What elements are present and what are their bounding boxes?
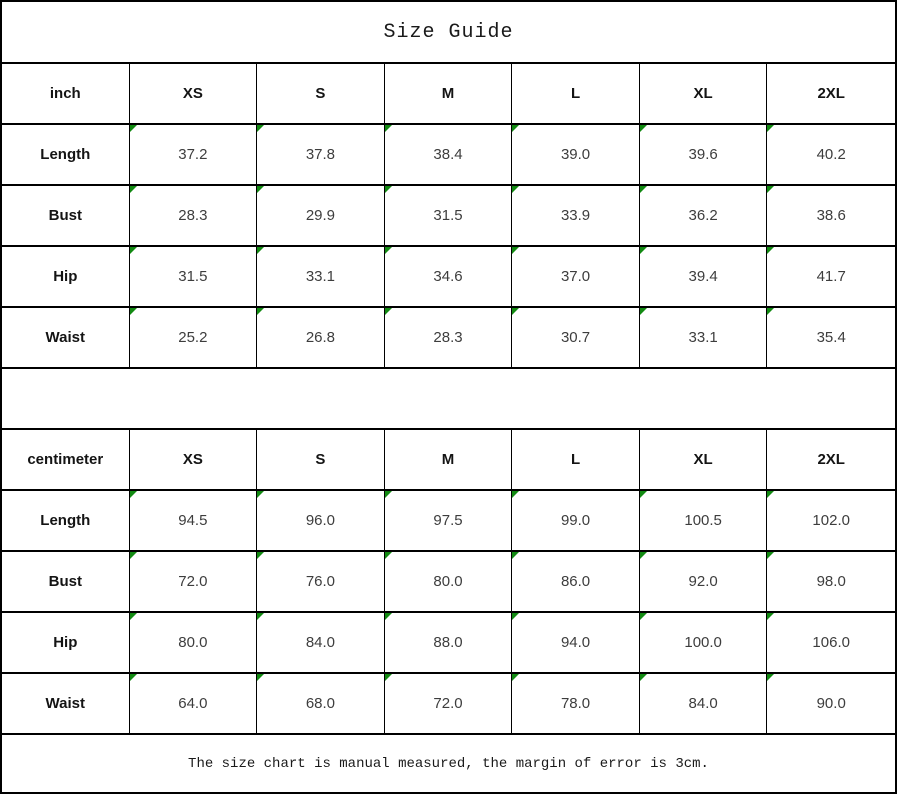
- cell-text: L: [570, 85, 581, 102]
- flag-triangle-icon: [130, 186, 137, 193]
- size-value-cell: [130, 552, 258, 613]
- size-value-cell: [767, 552, 895, 613]
- cell-text: XL: [693, 451, 713, 468]
- flag-triangle-icon: [385, 125, 392, 132]
- flag-triangle-icon: [640, 613, 647, 620]
- size-header-cell: [512, 64, 640, 125]
- size-header-cell: [257, 64, 385, 125]
- size-value-cell: [130, 125, 258, 186]
- cell-text: M: [441, 451, 455, 468]
- cell-text: 92.0: [688, 573, 718, 590]
- cell-text: 100.0: [684, 634, 722, 651]
- flag-triangle-icon: [385, 552, 392, 559]
- cell-text: 96.0: [305, 512, 336, 529]
- cell-text: S: [315, 85, 326, 102]
- size-value-cell: [257, 491, 385, 552]
- size-value-cell: [130, 491, 258, 552]
- size-value-cell: [512, 308, 640, 369]
- cell-text: 88.0: [433, 634, 463, 651]
- cell-text: 80.0: [433, 573, 463, 590]
- size-value-cell: [640, 247, 768, 308]
- cell-text: 72.0: [433, 695, 463, 712]
- cell-text: Bust: [48, 573, 82, 590]
- size-value-cell: [512, 491, 640, 552]
- size-value-cell: [512, 186, 640, 247]
- flag-triangle-icon: [767, 491, 774, 498]
- size-header-cell: [130, 430, 258, 491]
- cell-text: 33.9: [560, 207, 591, 224]
- flag-triangle-icon: [767, 552, 774, 559]
- cell-text: L: [570, 451, 581, 468]
- cell-text: 84.0: [305, 634, 336, 651]
- size-value-cell: [512, 674, 640, 735]
- size-value-cell: [257, 552, 385, 613]
- cell-text: inch: [49, 85, 81, 102]
- cell-text: 39.0: [560, 146, 591, 163]
- flag-triangle-icon: [767, 247, 774, 254]
- cell-text: 2XL: [817, 85, 845, 102]
- cell-text: 78.0: [560, 695, 591, 712]
- row-label-cell: [2, 125, 130, 186]
- cell-text: 98.0: [816, 573, 846, 590]
- flag-triangle-icon: [640, 125, 647, 132]
- row-label-cell: [2, 247, 130, 308]
- cell-text: 34.6: [433, 268, 463, 285]
- flag-triangle-icon: [130, 247, 137, 254]
- size-value-cell: [767, 125, 895, 186]
- cell-text: 31.5: [178, 268, 208, 285]
- cell-text: 97.5: [433, 512, 463, 529]
- cell-text: 40.2: [816, 146, 846, 163]
- flag-triangle-icon: [512, 186, 519, 193]
- flag-triangle-icon: [130, 308, 137, 315]
- cell-text: 90.0: [816, 695, 846, 712]
- cell-text: 33.1: [688, 329, 718, 346]
- size-value-cell: [640, 491, 768, 552]
- flag-triangle-icon: [767, 125, 774, 132]
- size-value-cell: [767, 613, 895, 674]
- flag-triangle-icon: [385, 491, 392, 498]
- cell-text: 39.4: [688, 268, 718, 285]
- cell-text: 94.5: [178, 512, 208, 529]
- cell-text: XS: [182, 85, 203, 102]
- footer-note: The size chart is manual measured, the margin of error is 3cm.: [188, 755, 709, 772]
- flag-triangle-icon: [767, 308, 774, 315]
- flag-triangle-icon: [512, 552, 519, 559]
- flag-triangle-icon: [640, 308, 647, 315]
- size-header-cell: [385, 430, 513, 491]
- size-value-cell: [512, 247, 640, 308]
- cell-text: 37.2: [178, 146, 208, 163]
- size-value-cell: [130, 186, 258, 247]
- cell-text: 99.0: [560, 512, 591, 529]
- cell-text: 102.0: [812, 512, 850, 529]
- cell-text: 31.5: [433, 207, 463, 224]
- centimeter-size-table: [2, 430, 895, 735]
- cell-text: Waist: [45, 329, 85, 346]
- cell-text: 26.8: [305, 329, 336, 346]
- size-value-cell: [257, 186, 385, 247]
- flag-triangle-icon: [640, 247, 647, 254]
- size-value-cell: [385, 247, 513, 308]
- row-label-cell: [2, 491, 130, 552]
- size-value-cell: [385, 491, 513, 552]
- size-value-cell: [640, 186, 768, 247]
- cell-text: 30.7: [560, 329, 591, 346]
- size-value-cell: [767, 247, 895, 308]
- flag-triangle-icon: [640, 674, 647, 681]
- flag-triangle-icon: [257, 247, 264, 254]
- flag-triangle-icon: [385, 613, 392, 620]
- cell-text: 28.3: [178, 207, 208, 224]
- size-value-cell: [640, 674, 768, 735]
- cell-text: Hip: [53, 634, 78, 651]
- cell-text: XS: [182, 451, 203, 468]
- size-value-cell: [257, 613, 385, 674]
- row-label-cell: [2, 308, 130, 369]
- flag-triangle-icon: [257, 491, 264, 498]
- size-header-cell: [767, 430, 895, 491]
- size-header-cell: [512, 430, 640, 491]
- flag-triangle-icon: [767, 674, 774, 681]
- cell-text: 35.4: [816, 329, 846, 346]
- cell-text: 72.0: [178, 573, 208, 590]
- row-label-cell: [2, 186, 130, 247]
- title-row: [2, 2, 895, 64]
- flag-triangle-icon: [257, 552, 264, 559]
- cell-text: 38.6: [816, 207, 846, 224]
- flag-triangle-icon: [512, 308, 519, 315]
- size-value-cell: [640, 552, 768, 613]
- page-title: Size Guide: [383, 20, 514, 44]
- cell-text: centimeter: [27, 451, 104, 468]
- cell-text: Bust: [48, 207, 82, 224]
- flag-triangle-icon: [512, 125, 519, 132]
- size-value-cell: [640, 125, 768, 186]
- size-header-cell: [767, 64, 895, 125]
- cell-text: Length: [40, 512, 91, 529]
- cell-text: 68.0: [305, 695, 336, 712]
- flag-triangle-icon: [512, 613, 519, 620]
- cell-text: XL: [693, 85, 713, 102]
- flag-triangle-icon: [130, 674, 137, 681]
- flag-triangle-icon: [640, 186, 647, 193]
- unit-header-cell: [2, 64, 130, 125]
- size-value-cell: [767, 308, 895, 369]
- flag-triangle-icon: [512, 674, 519, 681]
- row-label-cell: [2, 674, 130, 735]
- flag-triangle-icon: [257, 613, 264, 620]
- flag-triangle-icon: [257, 125, 264, 132]
- size-value-cell: [257, 125, 385, 186]
- size-header-cell: [257, 430, 385, 491]
- flag-triangle-icon: [130, 613, 137, 620]
- cell-text: 29.9: [305, 207, 336, 224]
- cell-text: 38.4: [433, 146, 463, 163]
- size-value-cell: [640, 613, 768, 674]
- size-value-cell: [767, 186, 895, 247]
- flag-triangle-icon: [385, 186, 392, 193]
- cell-text: 25.2: [178, 329, 208, 346]
- flag-triangle-icon: [385, 308, 392, 315]
- size-header-cell: [640, 430, 768, 491]
- table-separator: [2, 369, 895, 430]
- size-value-cell: [130, 247, 258, 308]
- size-header-cell: [130, 64, 258, 125]
- inch-size-table: [2, 64, 895, 369]
- row-label-cell: [2, 613, 130, 674]
- unit-header-cell: [2, 430, 130, 491]
- size-value-cell: [257, 674, 385, 735]
- cell-text: 84.0: [688, 695, 718, 712]
- cell-text: 37.0: [560, 268, 591, 285]
- size-value-cell: [385, 186, 513, 247]
- flag-triangle-icon: [257, 186, 264, 193]
- flag-triangle-icon: [767, 613, 774, 620]
- size-value-cell: [512, 552, 640, 613]
- size-value-cell: [385, 674, 513, 735]
- cell-text: 76.0: [305, 573, 336, 590]
- cell-text: 33.1: [305, 268, 336, 285]
- size-value-cell: [130, 674, 258, 735]
- flag-triangle-icon: [257, 308, 264, 315]
- cell-text: S: [315, 451, 326, 468]
- size-value-cell: [767, 674, 895, 735]
- cell-text: 94.0: [560, 634, 591, 651]
- size-value-cell: [257, 247, 385, 308]
- flag-triangle-icon: [130, 552, 137, 559]
- size-header-cell: [385, 64, 513, 125]
- cell-text: Length: [40, 146, 91, 163]
- flag-triangle-icon: [767, 186, 774, 193]
- size-value-cell: [512, 613, 640, 674]
- flag-triangle-icon: [385, 674, 392, 681]
- size-value-cell: [767, 491, 895, 552]
- flag-triangle-icon: [640, 552, 647, 559]
- cell-text: 2XL: [817, 451, 845, 468]
- size-value-cell: [385, 125, 513, 186]
- flag-triangle-icon: [130, 491, 137, 498]
- cell-text: 28.3: [433, 329, 463, 346]
- cell-text: Waist: [45, 695, 85, 712]
- flag-triangle-icon: [640, 491, 647, 498]
- size-value-cell: [385, 552, 513, 613]
- size-value-cell: [257, 308, 385, 369]
- size-value-cell: [385, 308, 513, 369]
- cell-text: 80.0: [178, 634, 208, 651]
- flag-triangle-icon: [130, 125, 137, 132]
- footer-row: [2, 735, 895, 792]
- cell-text: M: [441, 85, 455, 102]
- cell-text: 37.8: [305, 146, 336, 163]
- row-label-cell: [2, 552, 130, 613]
- cell-text: 36.2: [688, 207, 718, 224]
- cell-text: 100.5: [684, 512, 722, 529]
- cell-text: 39.6: [688, 146, 718, 163]
- flag-triangle-icon: [385, 247, 392, 254]
- cell-text: 64.0: [178, 695, 208, 712]
- cell-text: 106.0: [812, 634, 850, 651]
- flag-triangle-icon: [512, 491, 519, 498]
- flag-triangle-icon: [512, 247, 519, 254]
- size-value-cell: [385, 613, 513, 674]
- size-value-cell: [130, 308, 258, 369]
- cell-text: 41.7: [816, 268, 846, 285]
- cell-text: Hip: [53, 268, 78, 285]
- size-header-cell: [640, 64, 768, 125]
- size-value-cell: [512, 125, 640, 186]
- flag-triangle-icon: [257, 674, 264, 681]
- cell-text: 86.0: [560, 573, 591, 590]
- size-value-cell: [130, 613, 258, 674]
- size-value-cell: [640, 308, 768, 369]
